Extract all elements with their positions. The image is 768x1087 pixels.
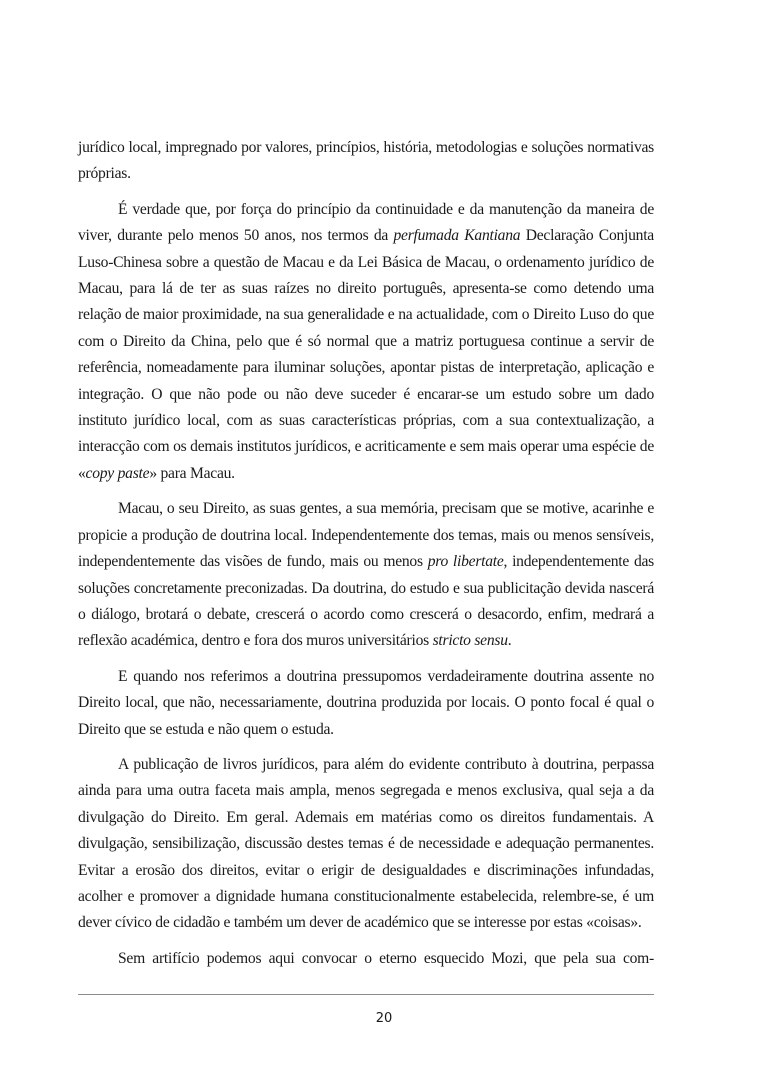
text-run: jurídico local, impregnado por valores, princípios, história, metodologias e soluções normativas próprias. (78, 139, 654, 183)
paragraph (78, 752, 654, 937)
text-run: Macau, o seu Direito, as suas gentes, a sua memória, precisam que se motive, acarinhe e propicie a produção de doutrina local. Independentemente dos temas, mais ou menos sensíveis, independentemente das visões de fundo, mais ou menos (78, 500, 654, 571)
text-run: , independentemente das soluções concretamente preconizadas. Da doutrina, do estudo e sua publicitação devida nascerá o diálogo, brotará o debate, crescerá o acordo como crescerá o desacordo, enfim, medrará a reflexão académica, dentro e fora dos muros universitários (78, 553, 654, 650)
paragraph (78, 135, 654, 188)
paragraph (78, 946, 654, 972)
paragraph (78, 197, 654, 487)
text-run: » para Macau. (149, 464, 235, 482)
page-number: 20 (375, 1011, 393, 1026)
text-run: . (507, 632, 512, 650)
text-run: Declaração Conjunta Luso-Chinesa sobre a questão de Macau e da Lei Básica de Macau, o ordenamento jurídico de Macau, para lá de ter as suas raízes no direito português, apresenta-se como detendo uma relação de maior proximidade, na sua generalidade e na actualidade, com o Direito Luso do que com o Direito da China, pelo que é só normal que a matriz portuguesa continue a servir de referência, nomeadamente para iluminar soluções, apontar pistas de interpretação, aplicação e integração. O que não pode ou não deve suceder é encarar-se um estudo sobre um dado instituto jurídico local, com as suas características próprias, com a sua contextualização, a interacção com os demais institutos jurídicos, e acriticamente e sem mais operar uma espécie de « (78, 227, 654, 482)
italic-text-run: stricto sensu (432, 632, 508, 650)
footer-divider (78, 994, 654, 995)
italic-text-run: pro libertate (427, 553, 504, 571)
paragraph (78, 664, 654, 743)
text-run: A publicação de livros jurídicos, para além do evidente contributo à doutrina, perpassa ainda para uma outra faceta mais ampla, menos segregada e menos exclusiva, qual seja a da divulgação do Direito. Em geral. Ademais em matérias como os direitos fundamentais. A divulgação, sensibilização, discussão destes temas é de necessidade e adequação permanentes. Evitar a erosão dos direitos, evitar o erigir de desigualdades e discriminações infundadas, acolher e promover a dignidade humana constitucionalmente estabelecida, relembre-se, é um dever cívico de cidadão e também um dever de académico que se interesse por estas «coisas». (78, 755, 654, 932)
paragraph (78, 496, 654, 654)
italic-text-run: perfumada Kantiana (393, 227, 521, 245)
text-run: E quando nos referimos a doutrina pressupomos verdadeiramente doutrina assente no Direito local, que não, necessariamente, doutrina produzida por locais. O ponto focal é qual o Direito que se estuda e não quem o estuda. (78, 667, 654, 738)
page-body (78, 135, 654, 972)
italic-text-run: copy paste (85, 464, 150, 482)
text-run: Sem artifício podemos aqui convocar o eterno esquecido Mozi, que pela sua com- (118, 949, 654, 967)
text-run: É verdade que, por força do princípio da continuidade e da manutenção da maneira de viver, durante pelo menos 50 anos, nos termos da (78, 200, 654, 245)
